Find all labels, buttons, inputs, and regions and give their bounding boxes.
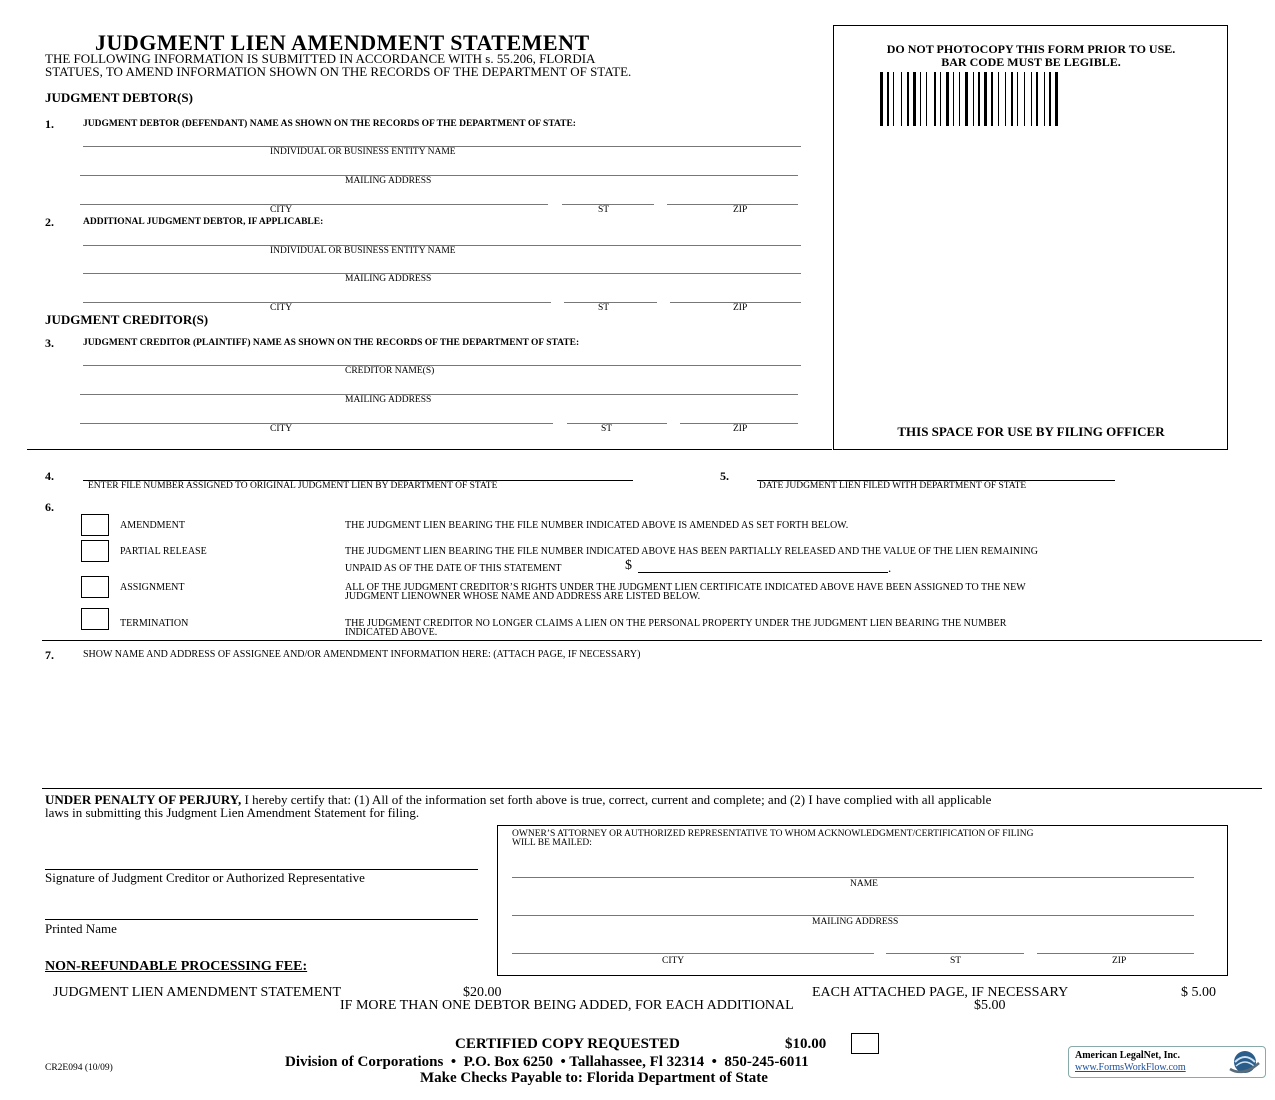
debtors-heading: JUDGMENT DEBTOR(S) xyxy=(45,90,193,105)
certified-copy-label: CERTIFIED COPY REQUESTED xyxy=(455,1036,680,1052)
form-title: JUDGMENT LIEN AMENDMENT STATEMENT xyxy=(95,30,590,55)
payable-to: Make Checks Payable to: Florida Department of State xyxy=(420,1070,768,1086)
amendment-description: THE JUDGMENT LIEN BEARING THE FILE NUMBER INDICATED ABOVE IS AMENDED AS SET FORTH BELOW. xyxy=(345,520,849,531)
barcode-bar xyxy=(978,72,980,126)
creditor-st-caption: ST xyxy=(601,424,613,434)
warning-line-2: BAR CODE MUST BE LEGIBLE. xyxy=(941,55,1121,69)
amount-period: . xyxy=(888,560,892,575)
section-divider-top xyxy=(27,449,832,450)
attorney-st-line[interactable] xyxy=(886,953,1024,954)
barcode-bar xyxy=(1031,72,1032,126)
file-number-caption: ENTER FILE NUMBER ASSIGNED TO ORIGINAL JUDGMENT LIEN BY DEPARTMENT OF STATE xyxy=(88,481,498,491)
debtor2-st-caption: ST xyxy=(598,303,610,313)
creditor-name-caption: CREDITOR NAME(S) xyxy=(345,366,435,376)
logo-company-name: American LegalNet, Inc. xyxy=(1075,1050,1180,1061)
fee-statement-amount: $20.00 xyxy=(463,985,502,1000)
certified-copy-checkbox[interactable] xyxy=(851,1033,879,1054)
barcode-bar xyxy=(934,72,936,126)
q4-number: 4. xyxy=(45,469,54,483)
partial-release-checkbox[interactable] xyxy=(81,540,109,562)
q1-label: JUDGMENT DEBTOR (DEFENDANT) NAME AS SHOWN ON THE RECORDS OF THE DEPARTMENT OF STATE: xyxy=(83,119,576,129)
barcode-bar xyxy=(901,72,902,126)
q6-number: 6. xyxy=(45,500,54,514)
barcode-bar xyxy=(940,72,941,126)
globe-icon xyxy=(1227,1049,1261,1075)
logo-url[interactable]: www.FormsWorkFlow.com xyxy=(1075,1062,1186,1073)
barcode-bar xyxy=(946,72,949,126)
q7-number: 7. xyxy=(45,648,54,662)
q3-label: JUDGMENT CREDITOR (PLAINTIFF) NAME AS SHOWN ON THE RECORDS OF THE DEPARTMENT OF STATE: xyxy=(83,338,580,348)
fee-additional-label: IF MORE THAN ONE DEBTOR BEING ADDED, FOR EACH ADDITIONAL xyxy=(340,998,794,1013)
section-divider-perjury xyxy=(42,788,1262,789)
perjury-line-2: laws in submitting this Judgment Lien Amendment Statement for filing. xyxy=(45,805,420,820)
barcode-bar xyxy=(959,72,960,126)
perjury-bold: UNDER PENALTY OF PERJURY, xyxy=(45,792,242,807)
signature-label: Signature of Judgment Creditor or Authorized Representative xyxy=(45,870,365,885)
debtor2-address-line[interactable] xyxy=(83,273,801,274)
warning-line-1: DO NOT PHOTOCOPY THIS FORM PRIOR TO USE. xyxy=(886,42,1176,56)
barcode-bar xyxy=(1049,72,1051,126)
barcode-bar xyxy=(887,72,889,126)
termination-description-2: INDICATED ABOVE. xyxy=(345,627,438,638)
creditor-city-line[interactable] xyxy=(80,423,553,424)
barcode-bar xyxy=(1024,72,1025,126)
assignment-label: ASSIGNMENT xyxy=(120,582,185,593)
attorney-name-line[interactable] xyxy=(512,877,1194,878)
barcode-bar xyxy=(973,72,974,126)
form-code: CR2E094 (10/09) xyxy=(45,1063,113,1073)
photocopy-warning xyxy=(836,43,1226,69)
fee-attached-label: EACH ATTACHED PAGE, IF NECESSARY xyxy=(812,985,1069,1000)
creditor-address-caption: MAILING ADDRESS xyxy=(345,395,432,405)
debtor1-zip-caption: ZIP xyxy=(733,205,748,215)
debtor1-st-caption: ST xyxy=(598,205,610,215)
debtor2-name-caption: INDIVIDUAL OR BUSINESS ENTITY NAME xyxy=(270,246,456,256)
debtor1-address-caption: MAILING ADDRESS xyxy=(345,176,432,186)
barcode-bar xyxy=(991,72,993,126)
attorney-city-line[interactable] xyxy=(512,953,874,954)
barcode-bar xyxy=(1011,72,1013,126)
barcode-bar xyxy=(893,72,894,126)
barcode-bar xyxy=(1017,72,1018,126)
creditor-zip-caption: ZIP xyxy=(733,424,748,434)
printed-name-line[interactable] xyxy=(45,919,478,920)
barcode-bar xyxy=(984,72,987,126)
debtor2-address-caption: MAILING ADDRESS xyxy=(345,274,432,284)
attorney-label-line-2: WILL BE MAILED: xyxy=(512,838,592,848)
attorney-zip-line[interactable] xyxy=(1037,953,1194,954)
amendment-label: AMENDMENT xyxy=(120,520,185,531)
barcode-bar xyxy=(953,72,954,126)
barcode-bar xyxy=(1005,72,1006,126)
barcode-bar xyxy=(965,72,968,126)
attorney-box-label xyxy=(512,830,1033,848)
date-filed-caption: DATE JUDGMENT LIEN FILED WITH DEPARTMENT OF STATE xyxy=(759,481,1027,491)
filing-officer-label: THIS SPACE FOR USE BY FILING OFFICER xyxy=(897,424,1165,439)
debtor1-name-caption: INDIVIDUAL OR BUSINESS ENTITY NAME xyxy=(270,147,456,157)
q7-label: SHOW NAME AND ADDRESS OF ASSIGNEE AND/OR AMENDMENT INFORMATION HERE: (ATTACH PAGE, IF NECESSARY) xyxy=(83,649,641,660)
attorney-name-caption: NAME xyxy=(850,879,878,889)
division-address: Division of Corporations • P.O. Box 6250 • Tallahassee, Fl 32314 • 850-245-6011 xyxy=(285,1054,809,1070)
attorney-zip-caption: ZIP xyxy=(1112,956,1127,966)
debtor2-st-line[interactable] xyxy=(564,302,657,303)
fee-heading: NON-REFUNDABLE PROCESSING FEE: xyxy=(45,959,308,974)
barcode-bar xyxy=(920,72,921,126)
creditor-city-caption: CITY xyxy=(270,424,293,434)
termination-label: TERMINATION xyxy=(120,618,189,629)
intro-line-1: THE FOLLOWING INFORMATION IS SUBMITTED IN ACCORDANCE WITH s. 55.206, FLORDIA xyxy=(45,51,596,66)
attorney-st-caption: ST xyxy=(950,956,962,966)
debtor1-city-line[interactable] xyxy=(80,204,548,205)
partial-release-label: PARTIAL RELEASE xyxy=(120,546,207,557)
creditor-address-line[interactable] xyxy=(80,394,798,395)
amendment-checkbox[interactable] xyxy=(81,514,109,536)
q1-number: 1. xyxy=(45,117,54,131)
creditors-heading: JUDGMENT CREDITOR(S) xyxy=(45,312,209,327)
assignment-checkbox[interactable] xyxy=(81,576,109,598)
barcode-bar xyxy=(998,72,999,126)
debtor1-address-line[interactable] xyxy=(80,175,798,176)
perjury-statement xyxy=(45,793,1270,819)
debtor2-zip-caption: ZIP xyxy=(733,303,748,313)
q5-number: 5. xyxy=(720,469,729,483)
debtor2-city-caption: CITY xyxy=(270,303,293,313)
debtor1-city-caption: CITY xyxy=(270,205,293,215)
barcode-bar xyxy=(926,72,927,126)
termination-description: THE JUDGMENT CREDITOR NO LONGER CLAIMS A LIEN ON THE PERSONAL PROPERTY UNDER THE JUDGMENT LIEN BEARING THE NUMBER xyxy=(345,618,1007,629)
barcode-bar xyxy=(1055,72,1058,126)
section-divider-q6 xyxy=(42,640,1262,641)
fee-statement-label: JUDGMENT LIEN AMENDMENT STATEMENT xyxy=(53,985,342,1000)
intro-line-2: STATUES, TO AMEND INFORMATION SHOWN ON THE RECORDS OF THE DEPARTMENT OF STATE. xyxy=(45,64,632,79)
attorney-city-caption: CITY xyxy=(662,956,685,966)
fee-attached-amount: $ 5.00 xyxy=(1181,985,1216,1000)
barcode-bar xyxy=(880,72,883,126)
certified-copy-amount: $10.00 xyxy=(785,1036,827,1052)
q3-number: 3. xyxy=(45,336,54,350)
barcode-bar xyxy=(1044,72,1045,126)
barcode-bar xyxy=(1036,72,1038,126)
creditor-name-line[interactable] xyxy=(83,365,801,366)
assignment-description-2: JUDGMENT LIENOWNER WHOSE NAME AND ADDRESS ARE LISTED BELOW. xyxy=(345,591,701,602)
attorney-address-line[interactable] xyxy=(512,915,1194,916)
partial-release-description: THE JUDGMENT LIEN BEARING THE FILE NUMBER INDICATED ABOVE HAS BEEN PARTIALLY RELEASED AND THE VALUE OF THE LIEN REMAINING xyxy=(345,546,1038,557)
q2-number: 2. xyxy=(45,215,54,229)
american-legalnet-logo xyxy=(1068,1046,1266,1078)
assignee-info-area[interactable] xyxy=(83,664,1258,782)
perjury-text-1: I hereby certify that: (1) All of the information set forth above is true, correct, current and complete; and (2) I have complied with all applicable xyxy=(241,792,992,807)
creditor-st-line[interactable] xyxy=(567,423,667,424)
attorney-label-line-1: OWNER’S ATTORNEY OR AUTHORIZED REPRESENTATIVE TO WHOM ACKNOWLEDGMENT/CERTIFICATION OF FILING xyxy=(512,829,1034,839)
termination-checkbox[interactable] xyxy=(81,608,109,630)
printed-name-label: Printed Name xyxy=(45,921,117,936)
unpaid-amount-line[interactable] xyxy=(638,572,888,573)
intro-text xyxy=(45,52,825,78)
barcode-bar xyxy=(907,72,909,126)
attorney-address-caption: MAILING ADDRESS xyxy=(812,917,899,927)
partial-release-description-2: UNPAID AS OF THE DATE OF THIS STATEMENT xyxy=(345,563,562,574)
barcode xyxy=(880,72,1180,126)
debtor2-city-line[interactable] xyxy=(83,302,551,303)
q2-label: ADDITIONAL JUDGMENT DEBTOR, IF APPLICABLE: xyxy=(83,217,324,227)
fee-additional-amount: $5.00 xyxy=(974,998,1006,1013)
assignment-description: ALL OF THE JUDGMENT CREDITOR’S RIGHTS UNDER THE JUDGMENT LIEN CERTIFICATE INDICATED ABOVE HAVE BEEN ASSIGNED TO THE NEW xyxy=(345,582,1026,593)
barcode-bar xyxy=(913,72,916,126)
dollar-sign: $ xyxy=(625,558,632,573)
